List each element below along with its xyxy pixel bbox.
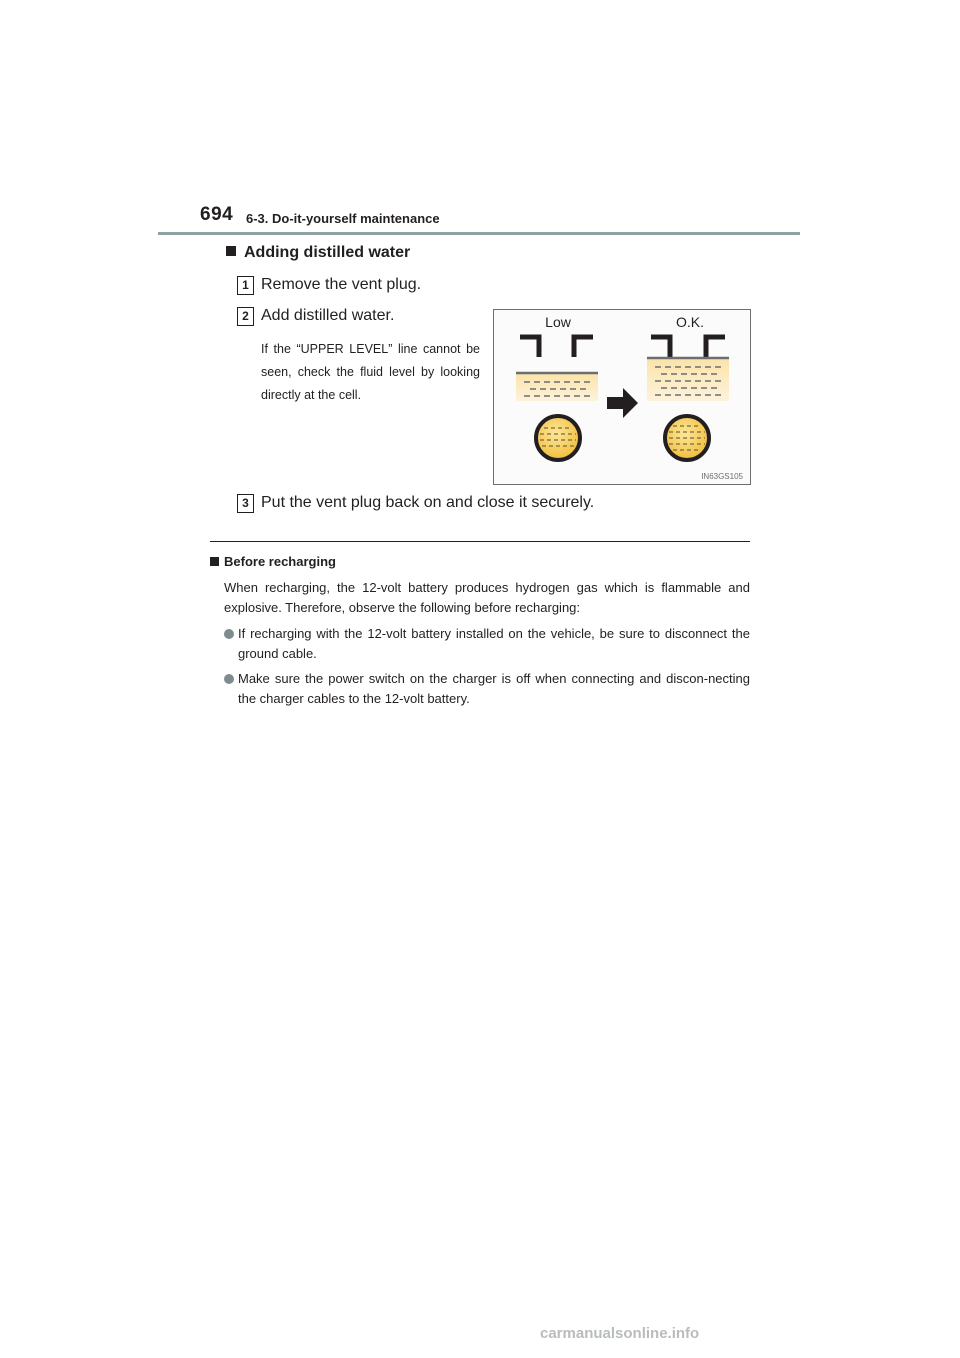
square-bullet-icon xyxy=(226,246,236,256)
info-divider xyxy=(210,541,750,542)
heading-text: Adding distilled water xyxy=(244,244,411,261)
step-2-note: If the “UPPER LEVEL” line cannot be seen, check the fluid level by looking directly at the cell. xyxy=(261,342,480,402)
fluid-level-figure xyxy=(493,309,751,485)
footer-watermark: carmanualsonline.info xyxy=(540,1325,700,1342)
right-arrow-icon xyxy=(607,388,638,418)
bullet-text: If recharging with the 12-volt battery installed on the vehicle, be sure to disconnect the ground cable. xyxy=(238,626,750,661)
page-number: 694 xyxy=(200,204,234,225)
ok-label: O.K. xyxy=(675,314,705,330)
step-3-text: Put the vent plug back on and close it securely. xyxy=(261,494,595,511)
fluid-level-illustration xyxy=(494,310,750,484)
list-item xyxy=(224,669,750,709)
square-bullet-icon xyxy=(210,557,219,566)
list-item xyxy=(224,624,750,664)
low-cell-diagram xyxy=(516,337,598,460)
step-number-2: 2 xyxy=(237,307,254,326)
info-heading-text: Before recharging xyxy=(224,554,336,569)
section-title: 6-3. Do-it-yourself maintenance xyxy=(246,211,440,226)
info-paragraph: When recharging, the 12-volt battery produces hydrogen gas which is flammable and explosive. Therefore, observe the following before recharging: xyxy=(224,580,750,615)
figure-code: IN63GS105 xyxy=(701,472,743,481)
step-number-3: 3 xyxy=(237,494,254,513)
info-heading xyxy=(210,554,336,569)
low-label: Low xyxy=(545,314,571,330)
bullet-text: Make sure the power switch on the charger is off when connecting and discon-necting the charger cables to the 12-volt battery. xyxy=(238,671,750,706)
main-heading xyxy=(226,244,410,262)
ok-cell-diagram xyxy=(647,337,729,460)
header-divider xyxy=(158,232,800,235)
step-2-text: Add distilled water. xyxy=(261,307,395,324)
step-number-1: 1 xyxy=(237,276,254,295)
bullet-dot-icon xyxy=(224,629,234,639)
step-1-text: Remove the vent plug. xyxy=(261,276,422,293)
bullet-dot-icon xyxy=(224,674,234,684)
